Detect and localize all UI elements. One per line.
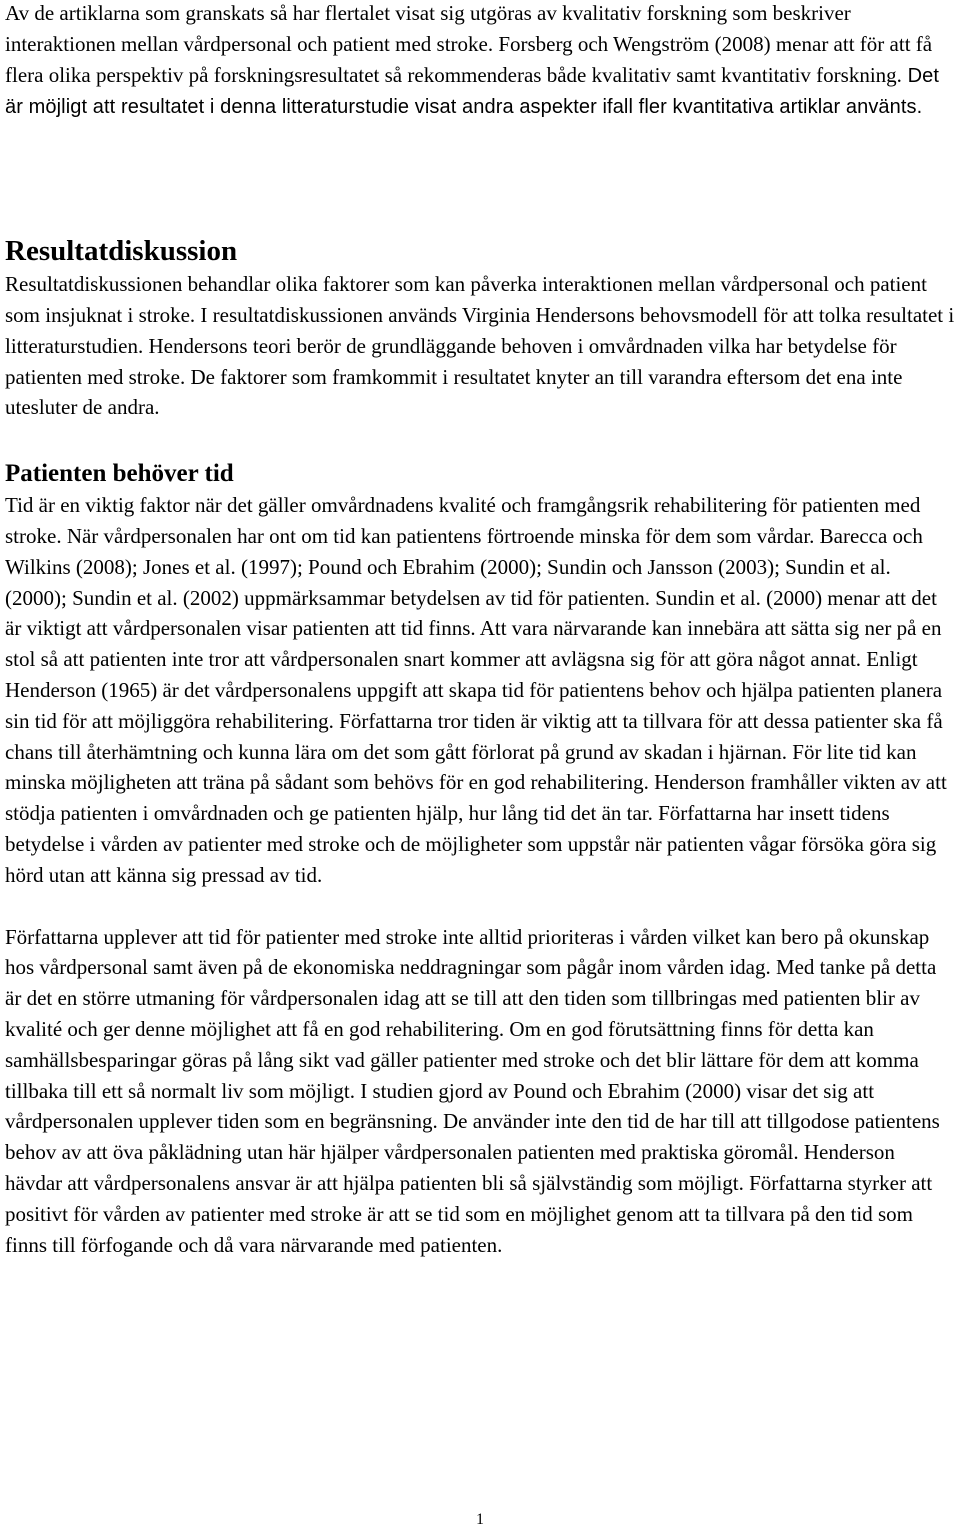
page-number: 1 (476, 1511, 484, 1528)
intro-text-serif: Av de artiklarna som granskats så har flertalet visat sig utgöras av kvalitativ forskning som beskriver interaktionen mellan vårdpersonal och patient med stroke. Forsberg och Wengström (2008) menar att för att få flera olika perspektiv på forskningsresultatet så rekommenderas både kvalitativ samt kvantitativ forskning. (5, 1, 933, 87)
section-heading-resultatdiskussion: Resultatdiskussion (5, 235, 238, 268)
section-heading-patienten-behover-tid: Patienten behöver tid (5, 460, 234, 488)
intro-paragraph (5, 0, 957, 123)
patienten-paragraph-2: Författarna upplever att tid för patienter med stroke inte alltid prioriteras i vården vilket kan bero på okunskap hos vårdpersonal samt även på de ekonomiska neddragningar som pågår inom vården idag. Med tanke på detta är det en större utmaning för vårdpersonalen idag att se till att den tiden som tillbringas med patienten blir av kvalité och ger denne möjlighet att få en god rehabilitering. Om en god förutsättning finns för detta kan samhällsbesparingar göras på lång sikt vad gäller patienter med stroke och det blir lättare för dem att komma tillbaka till ett så normalt liv som möjligt. I studien gjord av Pound och Ebrahim (2000) visar det sig att vårdpersonalen upplever tiden som en begränsning. De använder inte den tid de har till att tillgodose patientens behov av att öva påklädning utan här hjälper vårdpersonalen patienten med praktiska göromål. Henderson hävdar att vårdpersonalens ansvar är att hjälpa patienten bli så självständig som möjligt. Författarna styrker att positivt för vården av patienter med stroke är att se tid som en möjlighet genom att ta tillvara på den tid som finns till förfogande och då vara närvarande med patienten. (5, 924, 940, 1257)
resultatdiskussion-paragraph: Resultatdiskussionen behandlar olika faktorer som kan påverka interaktionen mellan vårdpersonal och patient som insjuknat i stroke. I resultatdiskussionen används Virginia Hendersons behovsmodell för att tolka resultatet i litteraturstudien. Hendersons teori berör de grundläggande behoven i omvårdnaden vilka har betydelse för patienten med stroke. De faktorer som framkommit i resultatet knyter an till varandra eftersom det ena inte utesluter de andra. (5, 272, 955, 420)
intro-text-sans: Det är möjligt att resultatet i denna litteraturstudie visat andra aspekter ifall fler kvantitativa artiklar använts. (5, 64, 940, 119)
document-page (5, 0, 957, 1260)
patienten-paragraph-1: Tid är en viktig faktor när det gäller omvårdnadens kvalité och framgångsrik rehabilitering för patienten med stroke. När vårdpersonalen har ont om tid kan patientens förtroende minska för dem som vårdar. Barecca och Wilkins (2008); Jones et al. (1997); Pound och Ebrahim (2000); Sundin och Jansson (2003); Sundin et al. (2000); Sundin et al. (2002) uppmärksammar betydelsen av tid för patienten. Sundin et al. (2000) menar att det är viktigt att vårdpersonalen visar patienten att tid finns. Att vara närvarande kan innebära att sätta sig ner på en stol så att patienten inte tror att vårdpersonalen snart kommer att avlägsna sig för att göra något annat. Enligt Henderson (1965) är det vårdpersonalens uppgift att skapa tid för patientens behov och hjälpa patienten planera sin tid för att möjliggöra rehabilitering. Författarna tror tiden är viktig att ta tillvara för att dessa patienter ska få chans till återhämtning och kunna lära om det som gått förlorat på grund av skadan i hjärnan. För lite tid kan minska möjligheten att träna på sådant som behövs för en god rehabilitering. Henderson framhåller vikten av att stödja patienten i omvårdnaden och ge patienten hjälp, hur lång tid det än tar. Författarna har insett tidens betydelse i vården av patienter med stroke och de möjligheter som uppstår när patienten vågar försöka göra sig hörd utan att känna sig pressad av tid. (5, 493, 947, 887)
